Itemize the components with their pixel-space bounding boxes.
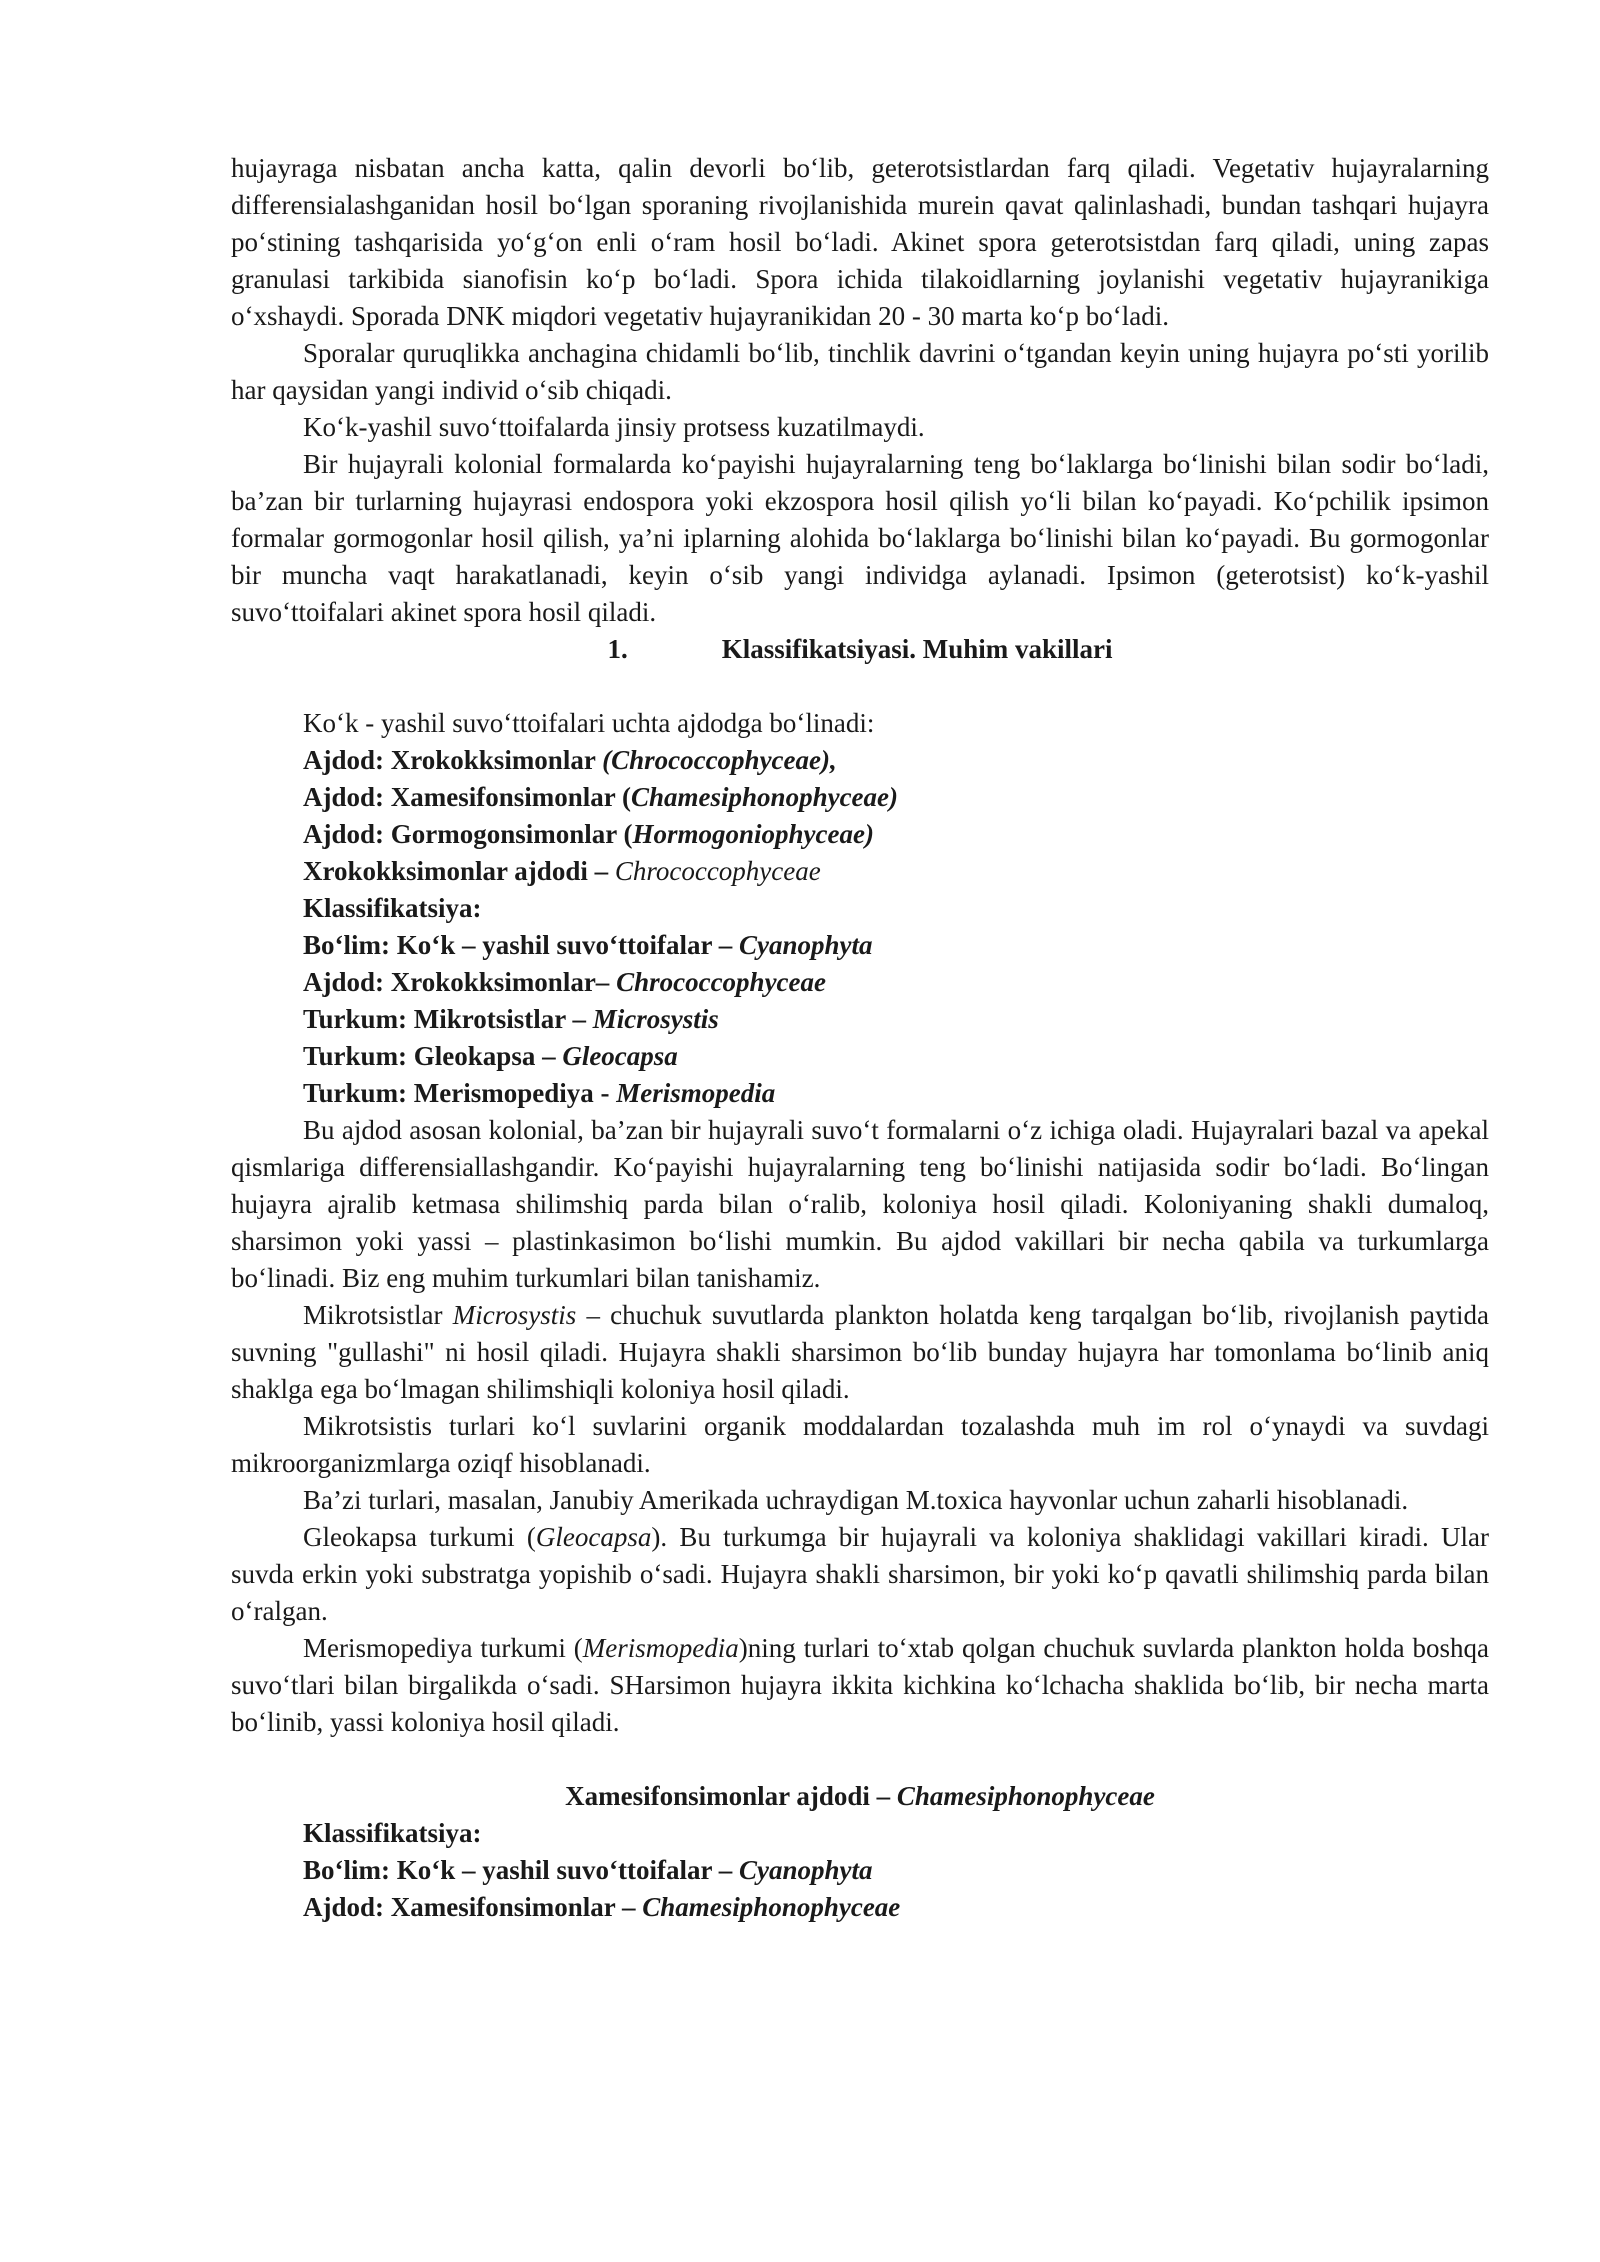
section-heading xyxy=(231,631,1489,668)
ajdod-line: Ajdod: Xamesifonsimonlar – Chamesiphonophyceae xyxy=(303,1892,901,1922)
ajdod-line: Ajdod: Xamesifonsimonlar (Chamesiphonophyceae) xyxy=(303,782,899,812)
paragraph: Mikrotsistis turlari koʻl suvlarini organik moddalardan tozalashda muh im rol oʻynaydi va suvdagi mikroorganizmlarga oziqf hisoblanadi. xyxy=(231,1411,1489,1478)
spacer xyxy=(231,668,1489,705)
paragraph: Sporalar quruqlikka anchagina chidamli boʻlib, tinchlik davrini oʻtgandan keyin uning hujayra poʻsti yorilib har qaysidan yangi individ oʻsib chiqadi. xyxy=(231,338,1489,405)
document-page xyxy=(231,150,1489,1926)
classification-block xyxy=(231,1815,1489,1926)
klassifikatsiya-label: Klassifikatsiya: xyxy=(303,1818,482,1848)
xrokokk-heading: Xrokokksimonlar ajdodi – Chrococcophyceae xyxy=(303,856,821,886)
bolim-line: Boʻlim: Koʻk – yashil suvoʻttoifalar – Cyanophyta xyxy=(303,1855,873,1885)
turkum-line: Turkum: Mikrotsistlar – Microsystis xyxy=(303,1004,719,1034)
paragraph: hujayraga nisbatan ancha katta, qalin devorli boʻlib, geterotsistlardan farq qiladi. Vegetativ hujayralarning differensialashganidan hosil boʻlgan sporaning rivojlanishida murein qavat qalinlashadi, bundan tashqari hujayra poʻstining tashqarisida yoʻgʻon enli oʻram hosil boʻladi. Akinet spora geterotsistdan farq qiladi, uning zapas granulasi tarkibida sianofisin koʻp boʻladi. Spora ichida tilakoidlarning joylanishi vegetativ hujayranikiga oʻxshaydi. Sporada DNK miqdori vegetativ hujayranikidan 20 - 30 marta koʻp boʻladi. xyxy=(231,153,1489,331)
xamesifon-heading: Xamesifonsimonlar ajdodi – Chamesiphonophyceae xyxy=(565,1781,1155,1811)
paragraph: Bu ajdod asosan kolonial, ba’zan bir hujayrali suvoʻt formalarni oʻz ichiga oladi. Hujayralari bazal va apekal qismlariga differensiallashgandir. Koʻpayishi hujayralarning teng boʻlinishi natijasida sodir boʻladi. Boʻlingan hujayra ajralib ketmasa shilimshiq parda bilan oʻralib, koloniya hosil qiladi. Koloniyaning shakli dumaloq, sharsimon yoki yassi – plastinkasimon boʻlishi mumkin. Bu ajdod vakillari bir necha qabila va turkumlarga boʻlinadi. Biz eng muhim turkumlari bilan tanishamiz. xyxy=(231,1115,1489,1293)
paragraph: Ba’zi turlari, masalan, Janubiy Amerikada uchraydigan M.toxica hayvonlar uchun zaharli hisoblanadi. xyxy=(303,1485,1409,1515)
intro-line: Koʻk - yashil suvoʻttoifalari uchta ajdodga boʻlinadi: xyxy=(303,708,875,738)
paragraph: Mikrotsistlar Microsystis – chuchuk suvutlarda plankton holatda keng tarqalgan boʻlib, rivojlanish paytida suvning "gullashi" ni hosil qiladi. Hujayra shakli sharsimon boʻlib bunday hujayra har tomonlama boʻlinib aniq shaklga ega boʻlmagan shilimshiqli koloniya hosil qiladi. xyxy=(231,1300,1490,1404)
paragraph: Koʻk-yashil suvoʻttoifalarda jinsiy protsess kuzatilmaydi. xyxy=(303,412,925,442)
spacer xyxy=(231,1741,1489,1778)
ajdod-line: Ajdod: Xrokokksimonlar (Chrococcophyceae), xyxy=(303,745,837,775)
turkum-line: Turkum: Gleokapsa – Gleocapsa xyxy=(303,1041,678,1071)
bolim-line: Boʻlim: Koʻk – yashil suvoʻttoifalar – Cyanophyta xyxy=(303,930,873,960)
ajdod-line: Ajdod: Xrokokksimonlar– Chrococcophyceae xyxy=(303,967,826,997)
paragraph: Bir hujayrali kolonial formalarda koʻpayishi hujayralarning teng boʻlaklarga boʻlinishi bilan sodir boʻladi, ba’zan bir turlarning hujayrasi endospora yoki ekzospora hosil qilish yoʻli bilan koʻpayadi. Koʻpchilik ipsimon formalar gormogonlar hosil qilish, ya’ni iplarning alohida boʻlaklarga boʻlinishi bilan koʻpayadi. Bu gormogonlar bir muncha vaqt harakatlanadi, keyin oʻsib yangi individga aylanadi. Ipsimon (geterotsist) koʻk-yashil suvoʻttoifalari akinet spora hosil qiladi. xyxy=(231,449,1489,627)
classification-block xyxy=(231,705,1489,1112)
turkum-line: Turkum: Merismopediya - Merismopedia xyxy=(303,1078,776,1108)
klassifikatsiya-label: Klassifikatsiya: xyxy=(303,893,482,923)
section-number: 1. xyxy=(607,634,628,664)
section-title: Klassifikatsiyasi. Muhim vakillari xyxy=(721,634,1113,664)
paragraph: Merismopediya turkumi (Merismopedia)ning turlari toʻxtab qolgan chuchuk suvlarda plankton holda boshqa suvoʻtlari bilan birgalikda oʻsadi. SHarsimon hujayra ikkita kichkina koʻlchacha shaklida boʻlib, bir necha marta boʻlinib, yassi koloniya hosil qiladi. xyxy=(231,1633,1489,1737)
paragraph: Gleokapsa turkumi (Gleocapsa). Bu turkumga bir hujayrali va koloniya shaklidagi vakillari kiradi. Ular suvda erkin yoki substratga yopishib oʻsadi. Hujayra shakli sharsimon, bir yoki koʻp qavatli shilimshiq parda bilan oʻralgan. xyxy=(231,1522,1489,1626)
ajdod-line: Ajdod: Gormogonsimonlar (Hormogoniophyceae) xyxy=(303,819,874,849)
